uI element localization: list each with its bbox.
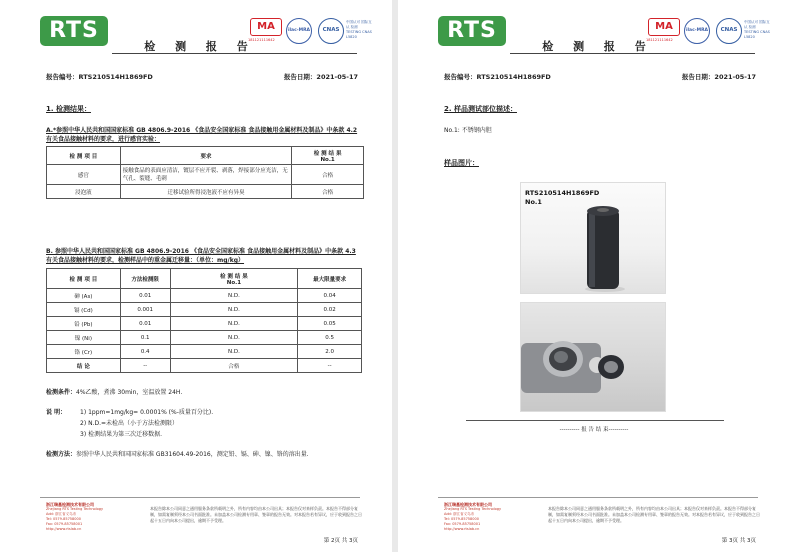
table-cell: 0.01	[120, 289, 170, 303]
table-row	[47, 331, 362, 345]
table-header-row	[47, 147, 364, 165]
table-cell: 接触食品的表面应清洁，镀层不应开裂、剥落，焊接部分应光洁，无气孔、裂缝、毛刺	[120, 165, 291, 185]
report-number: 报告编号：RTS210514H1869FD	[46, 73, 153, 81]
table-header: 检 测 结 果 No.1	[170, 269, 298, 289]
table-cell: 感官	[47, 165, 121, 185]
cnas-icon: CNAS	[318, 18, 344, 44]
ilac-mra-icon: ilac-MRA	[684, 18, 710, 44]
sample-photo-parts	[520, 302, 666, 412]
table-cell: 结 论	[47, 359, 121, 373]
table-cell: 镍 (Ni)	[47, 331, 121, 345]
ilac-mra-icon: ilac-MRA	[286, 18, 312, 44]
table-row	[47, 359, 362, 373]
certification-marks	[648, 18, 768, 46]
table-cell: --	[298, 359, 362, 373]
footer-divider	[438, 497, 758, 498]
table-header: 检 测 项 目	[47, 147, 121, 165]
table-cell: 镉 (Cd)	[47, 303, 121, 317]
cma-mark-icon: MA	[250, 18, 282, 36]
footer-company: 浙江瑞基检测技术有限公司 Zhejiang RTS Testing Technology Add: 浙江省义乌市 Tel: 0579-85758000 Fax: 0579-85758001 http://www.rtslab.cn	[46, 502, 104, 531]
title-underline	[112, 53, 357, 54]
report-end-text: ---------- 报 告 结 束----------	[559, 427, 629, 433]
table-cell: 合格	[292, 185, 364, 199]
cnas-caption: 中国认可 国际互认 检测 TESTING CNAS L5820	[346, 20, 372, 39]
cnas-icon: CNAS	[716, 18, 742, 44]
photo-label: RTS210514H1869FD No.1	[525, 189, 600, 206]
cma-mark-icon: MA	[648, 18, 680, 36]
table-cell: 0.001	[120, 303, 170, 317]
footer-disclaimer: 本报告除本公司同意之通用服务条款所载明之外，所有内容均由本公司出具；本报告仅对来样负责。本报告不得部分复制，如需复制须经本公司书面批准。未加盖本公司检测专用章、签章的报告无效。对本报告若有异议，应于收到报告之日起十五日内向本公司提出，逾期不予受理。	[150, 506, 362, 523]
footer-divider	[40, 497, 360, 498]
test-conditions: 检测条件：4%乙酸，煮沸 30min，室温放置 24H.	[46, 389, 183, 396]
note-item: 2) N.D.=未检出（小于方法检测限）	[80, 420, 179, 427]
table-cell: 0.05	[298, 317, 362, 331]
table-cell: 0.1	[120, 331, 170, 345]
table-cell: N.D.	[170, 345, 298, 359]
table-cell: 铬 (Cr)	[47, 345, 121, 359]
table-row	[47, 345, 362, 359]
rts-logo: RTS	[438, 16, 506, 46]
certification-marks	[250, 18, 370, 46]
table-cell: N.D.	[170, 331, 298, 345]
table-header: 检 测 项 目	[47, 269, 121, 289]
section-test-results: 1. 检测结果：	[46, 105, 91, 113]
table-header: 检 测 结 果 No.1	[292, 147, 364, 165]
section-sample-photos: 样品图片：	[444, 159, 479, 167]
report-date: 报告日期：2021-05-17	[283, 73, 358, 81]
page-number: 第 2页 共 3页	[323, 538, 358, 544]
table-row	[47, 317, 362, 331]
report-page-3	[398, 0, 790, 552]
report-number: 报告编号：RTS210514H1869FD	[444, 73, 551, 81]
bottle-image	[521, 183, 667, 295]
section-sample-description: 2. 样品测试部位描述：	[444, 105, 517, 113]
table-cell: 0.5	[298, 331, 362, 345]
page-number: 第 3页 共 3页	[721, 538, 756, 544]
cnas-caption: 中国认可 国际互认 检测 TESTING CNAS L5820	[744, 20, 770, 39]
table-cell: 浸泡液	[47, 185, 121, 199]
table-cell: 砷 (As)	[47, 289, 121, 303]
note-item: 1) 1ppm=1mg/kg= 0.0001% (%-质量百分比).	[80, 409, 214, 416]
sensory-test-table	[46, 146, 364, 199]
table-cell: 0.01	[120, 317, 170, 331]
table-cell: 铅 (Pb)	[47, 317, 121, 331]
table-cell: --	[120, 359, 170, 373]
report-end-divider	[466, 420, 724, 421]
clause-b: B. 参照中华人民共和国国家标准 GB 4806.9-2016 《食品安全国家标准 食品接触用金属材料及制品》中条款 4.3 有关食品接触材料的要求，检测样品中的重金属迁移量：（单位：mg/kg）	[46, 248, 356, 264]
sample-photo-bottle	[520, 182, 666, 294]
test-method: 检测方法：参照中华人民共和国国家标准 GB31604.49-2016，测定铅、镉、砷、镍、铬的溶出量.	[46, 451, 309, 458]
notes-label: 说 明：	[46, 409, 67, 416]
notes-block	[46, 408, 66, 417]
table-header: 最大限量要求	[298, 269, 362, 289]
table-cell: N.D.	[170, 317, 298, 331]
table-cell: 合格	[292, 165, 364, 185]
cma-number: 181121111642	[646, 38, 673, 42]
cma-number: 181121111642	[248, 38, 275, 42]
title-underline	[510, 53, 755, 54]
table-cell: 0.4	[120, 345, 170, 359]
table-row	[47, 289, 362, 303]
table-cell: N.D.	[170, 303, 298, 317]
table-row	[47, 303, 362, 317]
table-cell: 迁移试验所得浸泡液不应有异臭	[120, 185, 291, 199]
report-page-2	[0, 0, 392, 552]
table-cell: 合格	[170, 359, 298, 373]
sample-description: No.1: 不锈钢内胆	[444, 127, 492, 134]
table-header-row	[47, 269, 362, 289]
table-header: 要求	[120, 147, 291, 165]
footer-disclaimer: 本报告除本公司同意之通用服务条款所载明之外，所有内容均由本公司出具；本报告仅对来样负责。本报告不得部分复制，如需复制须经本公司书面批准。未加盖本公司检测专用章、签章的报告无效。对本报告若有异议，应于收到报告之日起十五日内向本公司提出，逾期不予受理。	[548, 506, 760, 523]
table-row	[47, 185, 364, 199]
report-title: 检 测 报 告	[542, 40, 654, 53]
table-header: 方法检测限	[120, 269, 170, 289]
note-item: 3) 检测结果为第三次迁移数据.	[80, 431, 162, 438]
heavy-metal-table	[46, 268, 362, 373]
table-row	[47, 165, 364, 185]
report-date: 报告日期：2021-05-17	[681, 73, 756, 81]
table-cell: 0.02	[298, 303, 362, 317]
table-cell: 2.0	[298, 345, 362, 359]
clause-a: A.*参照中华人民共和国国家标准 GB 4806.9-2016 《食品安全国家标准 食品接触用金属材料及制品》中条款 4.2 有关食品接触材料的要求，进行感官实验：	[46, 127, 358, 143]
table-cell: N.D.	[170, 289, 298, 303]
report-title: 检 测 报 告	[144, 40, 256, 53]
table-cell: 0.04	[298, 289, 362, 303]
parts-image	[521, 303, 667, 413]
rts-logo: RTS	[40, 16, 108, 46]
footer-company: 浙江瑞基检测技术有限公司 Zhejiang RTS Testing Technology Add: 浙江省义乌市 Tel: 0579-85758000 Fax: 0579-85758001 http://www.rtslab.cn	[444, 502, 502, 531]
